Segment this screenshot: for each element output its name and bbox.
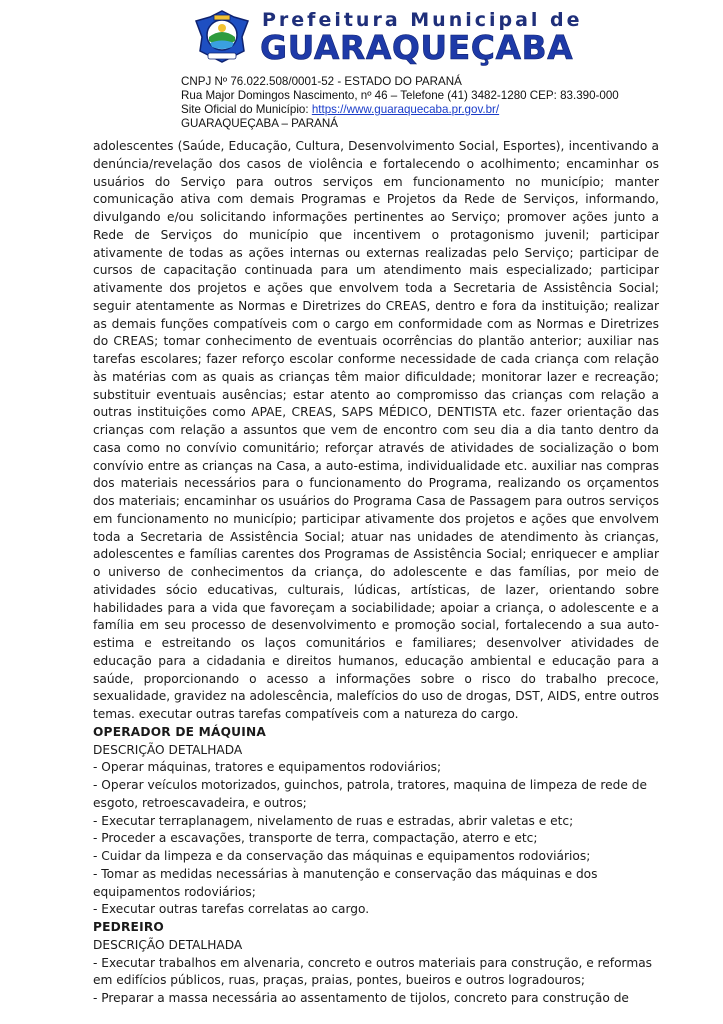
intro-paragraph: adolescentes (Saúde, Educação, Cultura, Desenvolvimento Social, Esportes), incentivando a denúncia/revelação dos casos de violência e fortalecendo o acolhimento; encaminhar os usuários do Serviço para outros serviços em funcionamento no município; manter comunicação ativa com demais Programas e Projetos da Rede de Serviços, informando, divulgando e/ou solicitando informações pertinentes ao Serviço; promover ações junto a Rede de Serviços do município que incentivem o protagonismo juvenil; participar ativamente de todas as ações internas ou externas realizadas pelo Serviço; participar de cursos de capacitação continuada para um atendimento mais especializado; participar ativamente dos projetos e ações que envolvem toda a Secretaria de Assistência Social; seguir atentamente as Normas e Diretrizes do CREAS, dentro e fora da instituição; realizar as demais funções compatíveis com o cargo em conformidade com as Normas e Diretrizes do CREAS; tomar conhecimento de eventuais ocorrências do plantão anterior; auxiliar nas tarefas escolares; fazer reforço escolar conforme necessidade de cada criança com relação às matérias com as quais as crianças têm maior dificuldade; monitorar lazer e recreação; substituir eventuais ausências; estar atento ao compromisso das crianças com relação a outras instituições como APAE, CREAS, SAPS MÉDICO, DENTISTA etc. fazer orientação das crianças com relação a assuntos que vem de encontro com seu dia a dia tanto dentro da casa como no convívio comunitário; reforçar através de atividades de socialização o bom convívio entre as crianças na Casa, a auto-estima, individualidade etc. auxiliar nas compras dos materiais necessários para o funcionamento do Programa, realizando os orçamentos dos materiais; encaminhar os usuários do Programa Casa de Passagem para outros serviços em funcionamento no município; participar ativamente dos projetos e ações que envolvem toda a Secretaria de Assistência Social; atuar nas unidades de atendimento às crianças, adolescentes e famílias carentes dos Programas de Assistência Social; enriquecer e ampliar o universo de conhecimentos da criança, do adolescente e das famílias, por meio de atividades sócio educativas, culturais, lúdicas, artísticas, de lazer, orientando sobre habilidades para a vida que favoreçam a sociabilidade; apoiar a criança, o adolescente e a família em seu processo de desenvolvimento e promoção social, fortalecendo a sua auto-estima e estreitando os laços comunitários e familiares; desenvolver atividades de educação para a cidadania e direitos humanos, educação ambiental e educação para a saúde, proporcionando o acesso a informações sobre o risco do trabalho precoce, sexualidade, gravidez na adolescência, malefícios do uso de drogas, DST, AIDS, entre outros temas. executar outras tarefas compatíveis com a natureza do cargo. <box>93 139 659 721</box>
coat-of-arms-icon <box>192 7 252 65</box>
list-item: - Preparar a massa necessária ao assentamento de tijolos, concreto para construção de <box>93 991 629 1005</box>
list-item: - Cuidar da limpeza e da conservação das máquinas e equipamentos rodoviários; <box>93 849 591 863</box>
section-subtitle-pedreiro: DESCRIÇÃO DETALHADA <box>93 937 243 952</box>
list-item: - Operar veículos motorizados, guinchos, patrola, tratores, maquina de limpeza de rede de esgoto, retroescavadeira, e outros; <box>93 778 648 810</box>
brand-title: GUARAQUEÇABA <box>260 28 574 67</box>
list-item: - Tomar as medidas necessárias à manutenção e conservação das máquinas e dos equipamentos rodoviários; <box>93 866 598 899</box>
letterhead <box>0 0 723 138</box>
site-label: Site Oficial do Município: <box>181 103 312 116</box>
list-item: - Executar trabalhos em alvenaria, concreto e outros materiais para construção, e reformas em edifícios públicos, ruas, praças, praias, pontes, bueiros e outros logradouros; <box>93 955 653 988</box>
site-line <box>181 103 619 117</box>
brand-subtitle: Prefeitura Municipal de <box>262 9 583 31</box>
site-link[interactable]: https://www.guaraquecaba.pr.gov.br/ <box>311 103 500 116</box>
list-item: - Proceder a escavações, transporte de terra, compactação, aterro e etc; <box>93 831 538 846</box>
list-item: - Operar máquinas, tratores e equipamentos rodoviários; <box>93 760 442 775</box>
document-body <box>93 138 659 1008</box>
section-title-operador: OPERADOR DE MÁQUINA <box>93 724 267 739</box>
cnpj-line: CNPJ Nº 76.022.508/0001-52 - ESTADO DO PARANÁ <box>181 75 462 88</box>
section-title-pedreiro: PEDREIRO <box>93 920 164 934</box>
list-item: - Executar outras tarefas correlatas ao cargo. <box>93 902 370 917</box>
address-line: Rua Major Domingos Nascimento, nº 46 – Telefone (41) 3482-1280 CEP: 83.390-000 <box>181 89 619 102</box>
list-item: - Executar terraplanagem, nivelamento de ruas e estradas, abrir valetas e etc; <box>93 813 574 828</box>
contact-block <box>181 75 619 131</box>
city-line: GUARAQUEÇABA – PARANÁ <box>181 117 338 130</box>
section-subtitle-operador: DESCRIÇÃO DETALHADA <box>93 742 243 757</box>
